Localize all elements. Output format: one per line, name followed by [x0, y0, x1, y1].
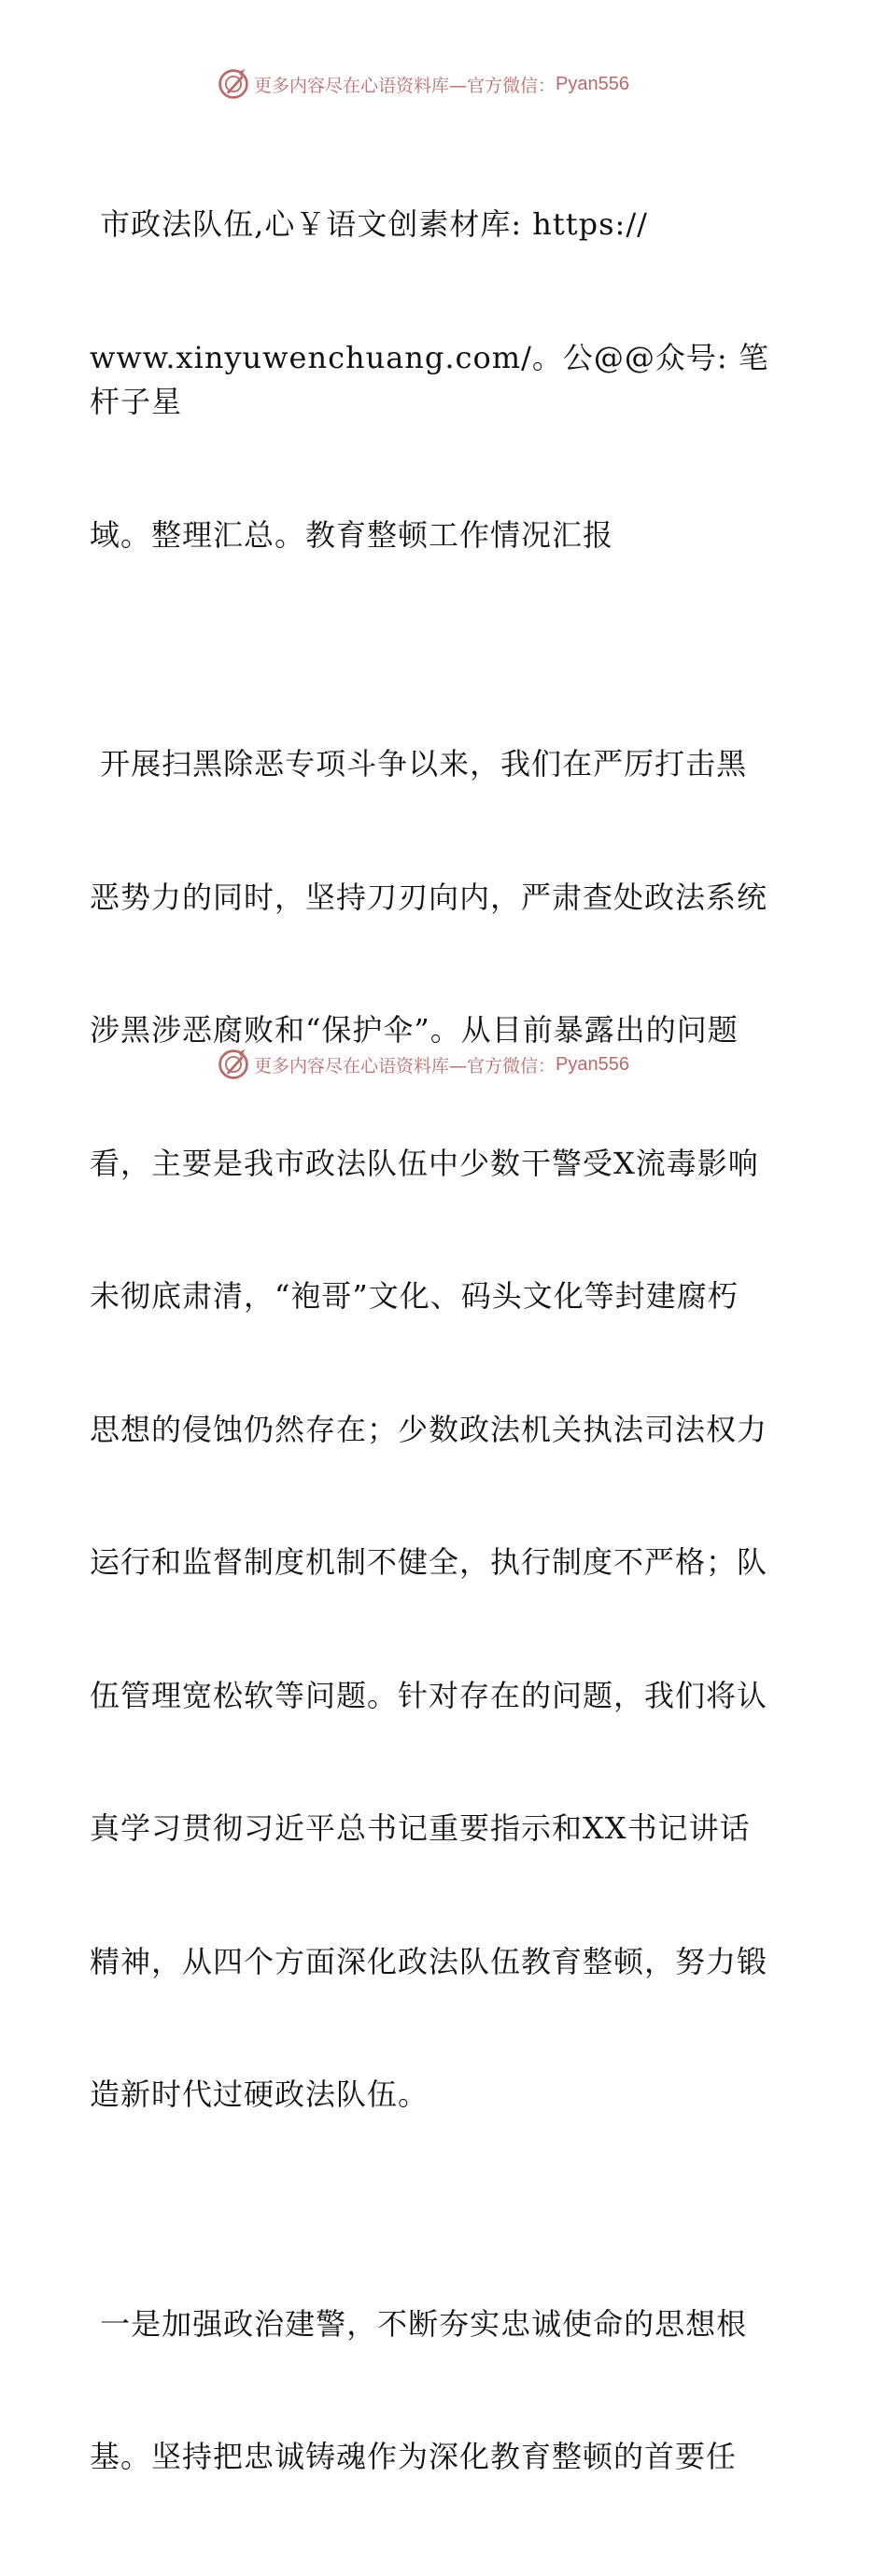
text-line: 域。整理汇总。教育整顿工作情况汇报: [90, 516, 614, 553]
text-line: 造新时代过硬政法队伍。: [90, 2076, 429, 2112]
paragraph-section-one: [90, 2214, 799, 2569]
paragraph-body: [90, 654, 799, 2206]
text-line: 思想的侵蚀仍然存在；少数政法机关执法司法权力: [90, 1411, 768, 1447]
brush-logo-icon: [217, 67, 250, 101]
text-line: 市政法队伍,心￥语文创素材库: https://: [90, 206, 648, 242]
text-line: 真学习贯彻习近平总书记重要指示和XX书记讲话: [90, 1810, 751, 1846]
paragraph-intro: [90, 114, 799, 646]
text-line: 一是加强政治建警，不断夯实忠诚使命的思想根: [90, 2305, 748, 2342]
text-line: 看，主要是我市政法队伍中少数干警受X流毒影响: [90, 1145, 759, 1181]
document-body: [90, 114, 799, 2576]
text-line: 运行和监督制度机制不健全，执行制度不严格；队: [90, 1544, 768, 1580]
text-line: 开展扫黑除恶专项斗争以来，我们在严厉打击黑: [90, 746, 748, 781]
footer-watermark: [217, 1046, 629, 1083]
brush-logo-icon: [217, 1048, 250, 1081]
text-line: 精神，从四个方面深化政法队伍教育整顿，努力锻: [90, 1943, 768, 1979]
text-line: 基。坚持把忠诚铸魂作为深化教育整顿的首要任: [90, 2439, 738, 2474]
text-line: 涉黑涉恶腐败和“保护伞”。从目前暴露出的问题: [90, 1012, 739, 1048]
watermark-handle: Pyan556: [556, 73, 629, 94]
text-line: 未彻底肃清，“袍哥”文化、码头文化等封建腐朽: [90, 1278, 739, 1314]
watermark-handle: Pyan556: [556, 1053, 629, 1075]
text-line: www.xinyuwenchuang.com/。公@@众号: 笔杆子星: [90, 339, 769, 419]
header-watermark: [217, 65, 629, 103]
text-line: 恶势力的同时，坚持刀刃向内，严肃查处政法系统: [90, 879, 768, 915]
watermark-text: 更多内容尽在心语资料库—官方微信：: [254, 75, 556, 96]
watermark-text: 更多内容尽在心语资料库—官方微信：: [254, 1055, 556, 1077]
text-line: 伍管理宽松软等问题。针对存在的问题，我们将认: [90, 1677, 768, 1713]
